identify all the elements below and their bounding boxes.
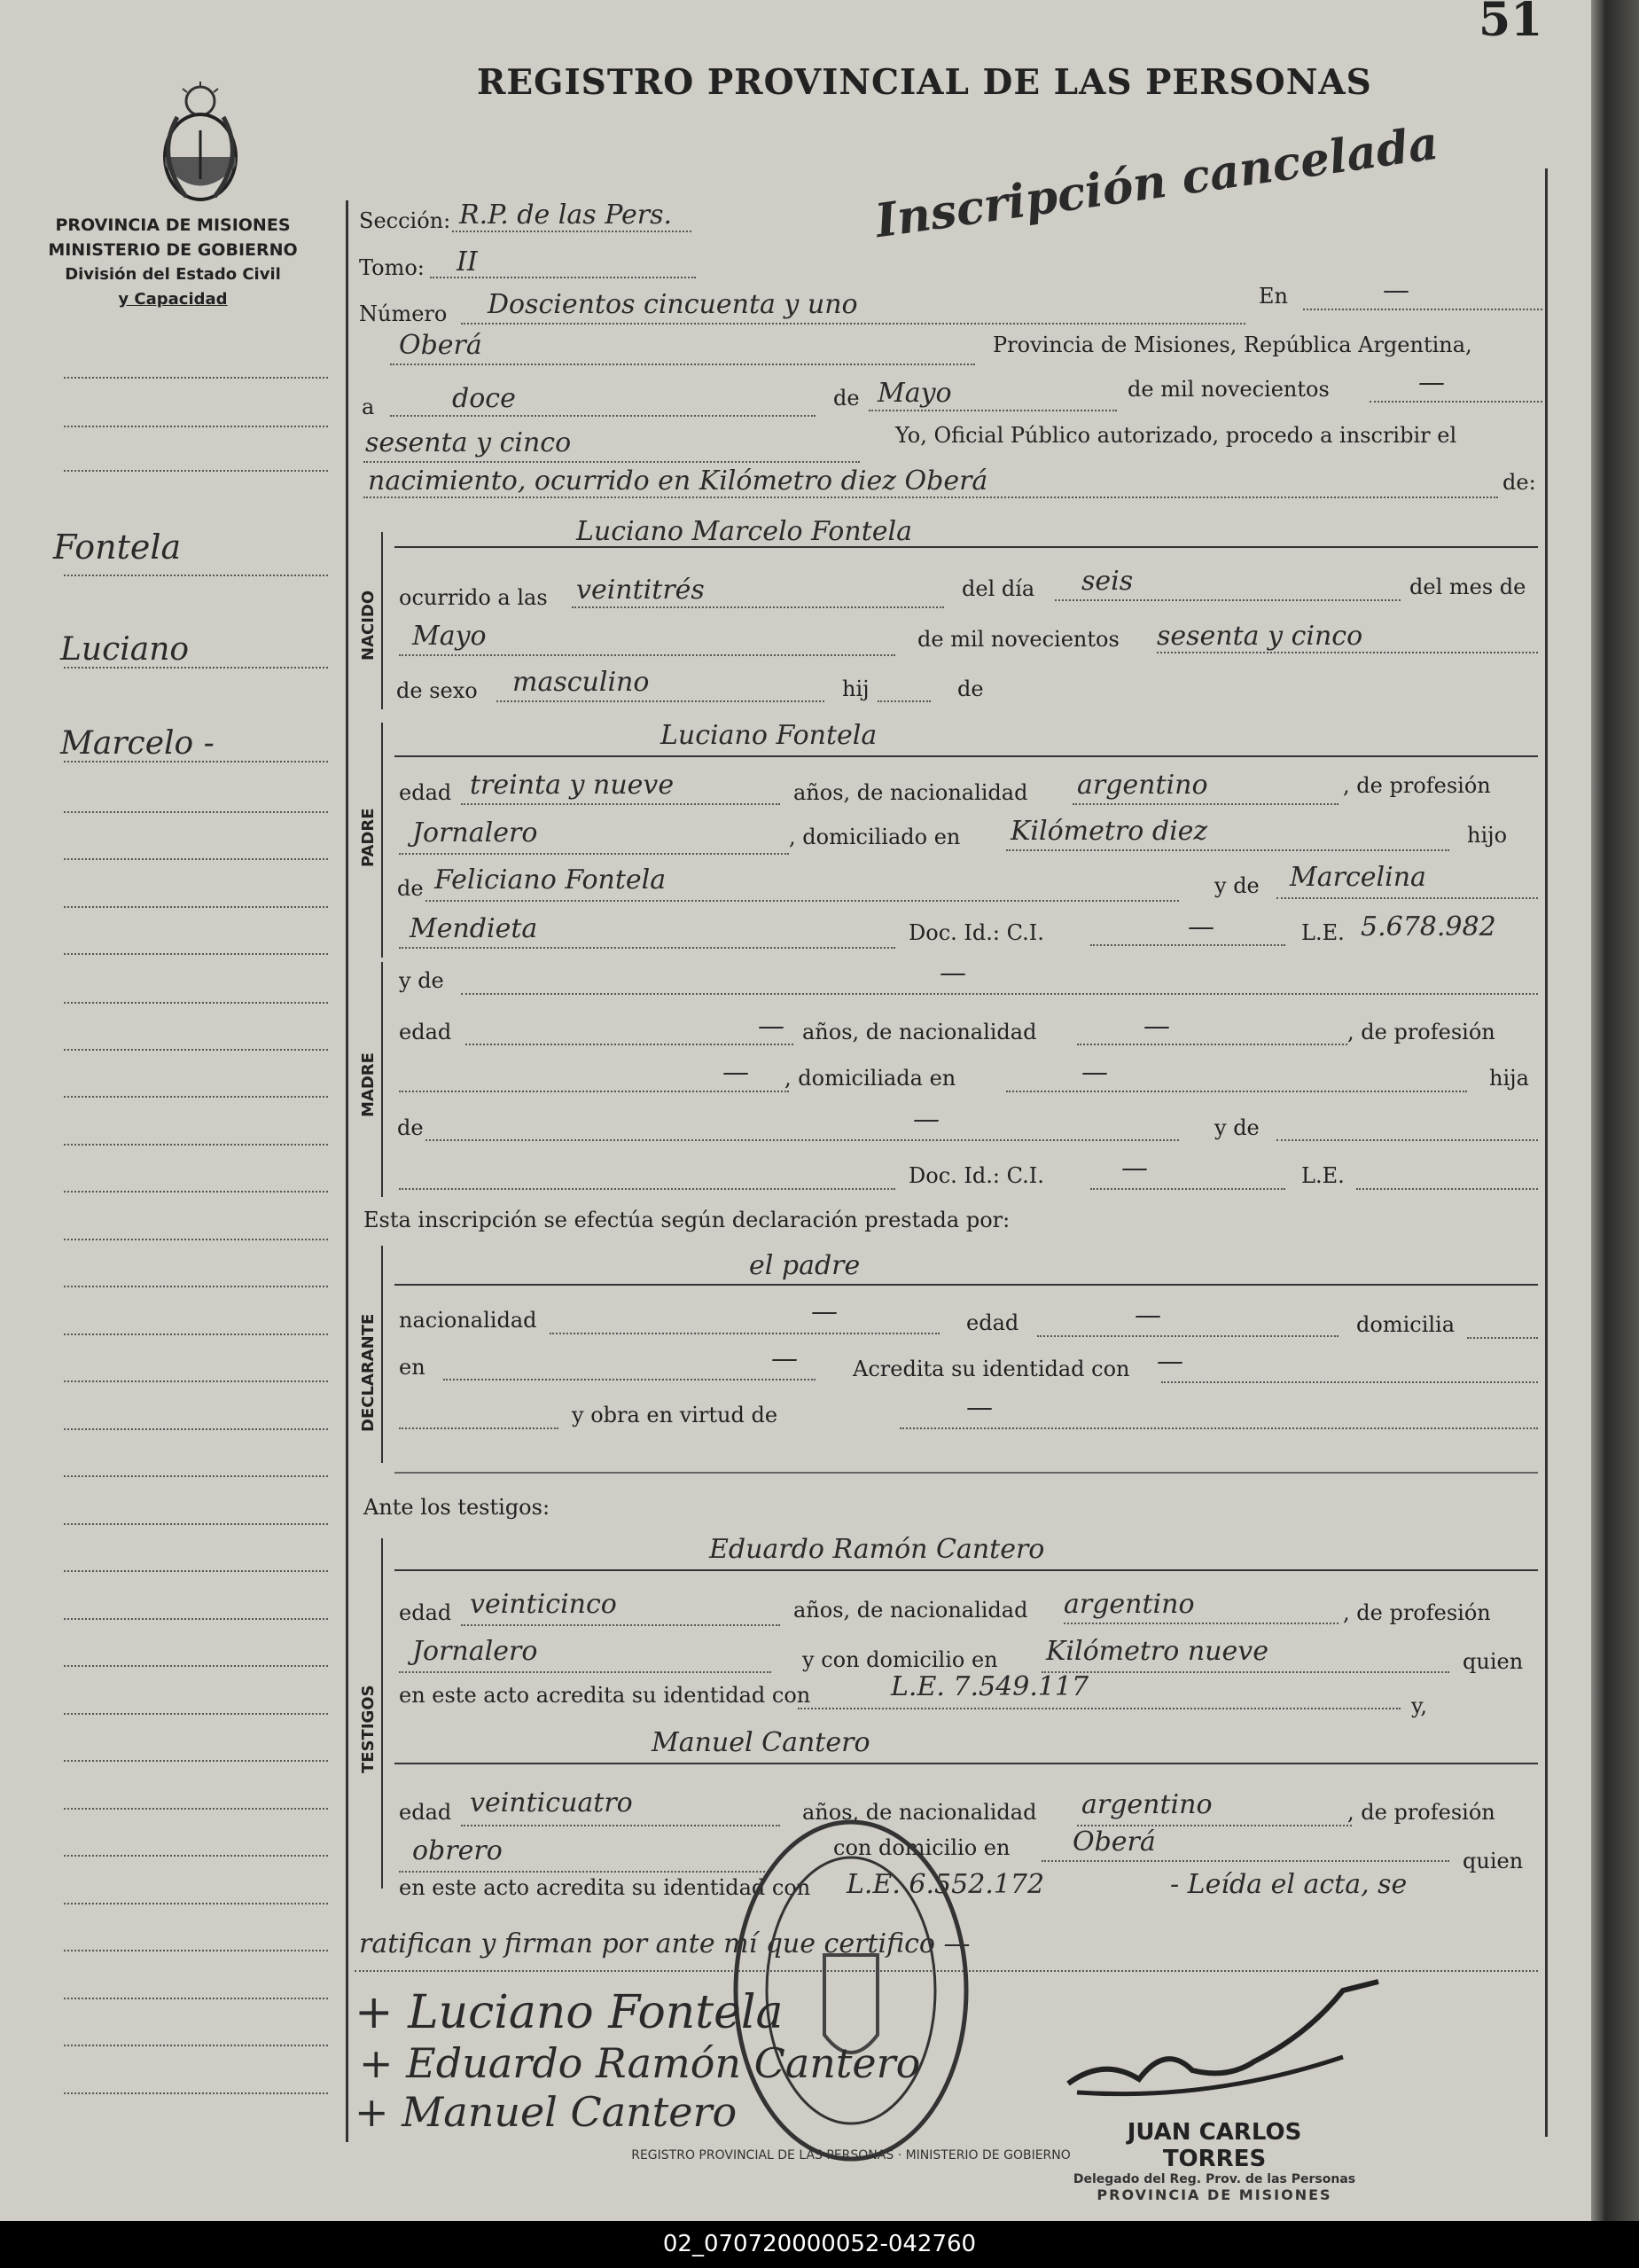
page-number: 51	[1479, 0, 1543, 47]
value-padre-prof: Jornalero	[412, 817, 538, 849]
value-acta: nacimiento, ocurrido en Kilómetro diez Oberá	[368, 465, 988, 497]
margin-note-first-name: Luciano	[60, 631, 190, 668]
official-signature	[1059, 1977, 1432, 2119]
value-dia: doce	[452, 383, 516, 414]
section-declarante: DECLARANTE	[359, 1313, 378, 1432]
value-nombre: Luciano Marcelo Fontela	[576, 516, 912, 547]
coat-of-arms-emblem	[151, 82, 250, 206]
value-testigo2-dom: Oberá	[1073, 1826, 1156, 1857]
svg-text:REGISTRO PROVINCIAL DE LAS PER: REGISTRO PROVINCIAL DE LAS PERSONAS · MINISTERIO DE GOBIERNO	[631, 2148, 1071, 2162]
value-numero: Doscientos cincuenta y uno	[488, 289, 858, 320]
section-madre: MADRE	[359, 1052, 378, 1117]
value-padre-edad: treinta y nueve	[470, 770, 675, 801]
page-title: REGISTRO PROVINCIAL DE LAS PERSONAS	[477, 62, 1372, 103]
closing-statement: ratifican y firman por ante mí que certifico —	[359, 1928, 971, 1959]
value-testigo2-nombre: Manuel Cantero	[652, 1727, 870, 1758]
value-padre-le: 5.678.982	[1361, 911, 1496, 942]
cancelled-stamp: Inscripción cancelada	[871, 115, 1442, 249]
value-testigo2-nac: argentino	[1081, 1789, 1213, 1820]
value-testigo1-nac: argentino	[1064, 1589, 1195, 1620]
signature-testigo2: + Manuel Cantero	[355, 2088, 738, 2136]
value-sexo: masculino	[512, 667, 650, 698]
value-seccion: R.P. de las Pers.	[459, 199, 673, 231]
margin-note-surname: Fontela	[53, 528, 182, 567]
value-testigo1-doc: L.E. 7.549.117	[891, 1671, 1089, 1702]
right-rule	[1545, 168, 1548, 2137]
value-lugar: Oberá	[399, 330, 482, 361]
margin-note-middle-name: Marcelo -	[60, 725, 215, 762]
official-name: JUAN CARLOS TORRES Delegado del Reg. Prov. de las Personas PROVINCIA DE MISIONES	[1073, 2119, 1356, 2203]
image-id-bar: 02_070720000052-042760	[0, 2221, 1639, 2268]
issuing-authority: PROVINCIA DE MISIONES MINISTERIO DE GOBIERNO División del Estado Civil y Capacidad	[48, 215, 298, 309]
value-testigo2-prof: obrero	[412, 1835, 503, 1866]
value-testigo1-nombre: Eduardo Ramón Cantero	[709, 1534, 1045, 1565]
value-padre-nac: argentino	[1077, 770, 1208, 801]
label-provincia: Provincia de Misiones, República Argentina,	[993, 332, 1472, 357]
value-testigo1-dom: Kilómetro nueve	[1046, 1636, 1268, 1667]
label-en: En	[1259, 284, 1288, 309]
register-page: 51 REGISTRO PROVINCIAL DE LAS PERSONAS PROVINCIA DE MISIONES MINISTERIO DE GOBIERNO División del Estado Civil y Capacidad Fontela Luciano Marcelo - Inscripción cancelada Sección: R.P. de las Pers. Tomo: II Número Doscientos cincuenta y uno En — Oberá Provincia de Misiones, República Argentina, a doce de Mayo de mil novecientos — sesenta y cinco Yo, Oficial Público autorizado, procedo a inscribir el nacimiento, ocurrido en Kilómetro diez Oberá de: NACIDO Luciano Marcelo Fontela ocurrido a las veintitrés del día seis del mes de Mayo de mil novecientos sesenta y cinco de sexo masculino hij de PADRE Luciano Fontela edad treinta y nueve años, de nacionalidad argentino , de profesión Jornalero , domiciliado en Kilómetro diez hijo de Feliciano Fontela y de Marcelina Mendieta Doc. Id.: C.I. — L.E. 5.678.982 MADRE y de — edad — años, de nacionalidad — , de profesión — , domiciliada en — hija de — y de Doc. Id.: C.I. — L.E. Esta inscripción se efectúa según declaración prestada por: DECLARANTE el padre nacionalidad — edad — domicilia en — Acredita su identidad con — y obra en virtud de — Ante los testigos: TESTIGOS Eduardo Ramón Cantero edad veinticinco años, de nacionalidad argentino , de profesión Jornalero y con domicilio en Kilómetro nueve quien en este acto acredita su identidad con L.E. 7.549.117 y, Manuel Cantero edad veinticuatro años, de nacionalidad argentino , de profesión obrero con domicilio en Oberá quien en este acto acredita su identidad con L.E. 6.552.172 - Leída el acta, se ratifican y firman por ante mí que certifico — REGISTRO PROVINCIAL DE LAS PERSONAS · MINISTERIO DE GOBIERNO + Luciano Fontela + Eduardo Ramón Cantero + Manuel Cantero JUAN CARLOS TORRES Delegado del Reg. Prov. de las Personas PROVINCIA DE MISIONES	[0, 0, 1606, 2221]
value-declarante: el padre	[749, 1250, 861, 1281]
value-tomo: II	[457, 246, 478, 278]
label-seccion: Sección:	[359, 208, 451, 233]
value-mes-nac: Mayo	[412, 621, 487, 652]
section-testigos: TESTIGOS	[359, 1685, 378, 1773]
value-mes: Mayo	[878, 378, 952, 409]
value-anio-nac: sesenta y cinco	[1157, 621, 1363, 652]
value-anio: sesenta y cinco	[365, 427, 572, 458]
value-testigo2-edad: veinticuatro	[470, 1787, 633, 1818]
value-testigo1-prof: Jornalero	[412, 1636, 538, 1667]
value-padre-hijo-de: Feliciano Fontela	[434, 864, 667, 895]
signature-padre: + Luciano Fontela	[355, 1986, 784, 2039]
value-dia-nac: seis	[1081, 566, 1134, 597]
label-ante: Ante los testigos:	[363, 1495, 550, 1520]
value-padre-nombre: Luciano Fontela	[660, 720, 878, 751]
left-rule	[346, 200, 348, 2142]
book-binding	[1591, 0, 1639, 2221]
section-nacido: NACIDO	[359, 590, 378, 661]
value-testigo2-doc: L.E. 6.552.172	[847, 1869, 1045, 1900]
label-declaracion: Esta inscripción se efectúa según declaración prestada por:	[363, 1208, 1011, 1232]
value-padre-dom: Kilómetro diez	[1011, 816, 1208, 847]
signature-testigo1: + Eduardo Ramón Cantero	[359, 2039, 921, 2087]
label-yo: Yo, Oficial Público autorizado, procedo a inscribir el	[895, 423, 1457, 448]
value-hora: veintitrés	[576, 575, 705, 606]
label-tomo: Tomo:	[359, 255, 425, 280]
label-numero: Número	[359, 301, 448, 326]
section-padre: PADRE	[359, 808, 378, 867]
value-testigo1-edad: veinticinco	[470, 1589, 617, 1620]
value-padre-y-de: Marcelina	[1290, 862, 1426, 893]
